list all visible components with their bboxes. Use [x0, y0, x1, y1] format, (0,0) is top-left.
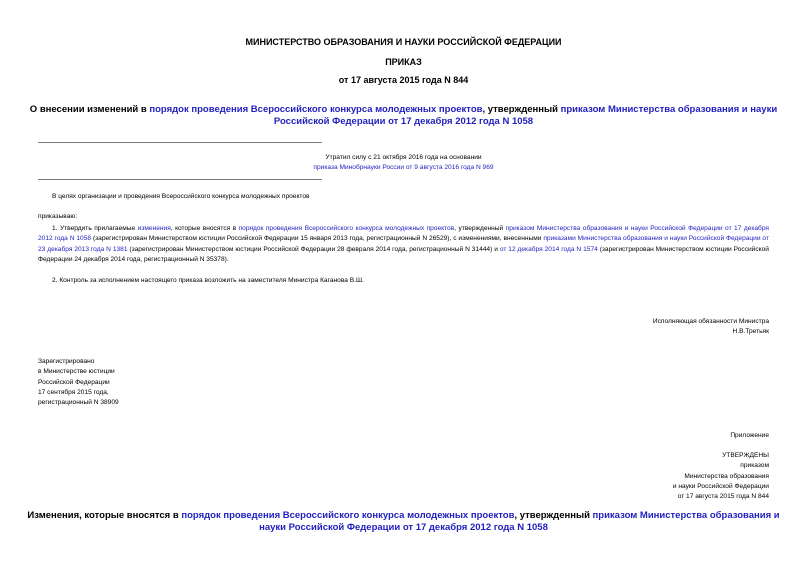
title-link-procedure[interactable]: порядок проведения Всероссийского конкурса молодежных проектов	[149, 104, 483, 115]
registration-line: Российской Федерации	[38, 378, 110, 386]
p1-text: (зарегистрирован Министерством юстиции Российской Федерации 28 февраля 2014 года, регистрационный N 31444) и	[127, 245, 500, 253]
p1-link-procedure[interactable]: порядок проведения Всероссийского конкурса молодежных проектов	[238, 225, 455, 232]
appendix-approved: УТВЕРЖДЕНЫ	[722, 452, 769, 459]
registration-block	[38, 357, 238, 408]
doc-type: ПРИКАЗ	[385, 57, 422, 67]
changes-title	[20, 510, 787, 534]
appendix-line: приказом	[740, 462, 769, 470]
title-link-order-1058[interactable]: приказом Министерства образования и науки Российской Федерации от 17 декабря 2012 года N 1058	[273, 104, 778, 127]
registration-line: регистрационный N 38909	[38, 399, 119, 407]
p1-link-order-1381[interactable]: приказами Министерства образования и науки Российской Федерации от 23 декабря 2013 года N 1381	[38, 235, 769, 253]
registration-line: в Министерстве юстиции	[38, 368, 115, 376]
status-link[interactable]: приказа Минобрнауки России от 9 августа 2016 года N 969	[313, 164, 494, 172]
appendix-line: и науки Российской Федерации	[672, 482, 769, 490]
divider	[38, 179, 322, 180]
p1-link-changes[interactable]: изменения	[137, 225, 171, 232]
p1-text: (зарегистрирован Министерством юстиции Российской Федерации 24 декабря 2014 года, регистрационный N 35378).	[38, 245, 769, 263]
appendix-block	[520, 451, 769, 502]
registration-line: 17 сентября 2015 года,	[38, 388, 109, 396]
intro-text: В целях организации и проведения Всероссийского конкурса молодежных проектов	[52, 193, 310, 200]
changes-title-text: Изменения, которые вносятся в	[27, 510, 182, 521]
appendix-line: от 17 августа 2015 года N 844	[677, 493, 769, 501]
p1-link-order-1574[interactable]: от 12 декабря 2014 года N 1574	[499, 245, 598, 253]
signature-position: Исполняющая обязанности Министра	[652, 318, 769, 325]
changes-title-text: , утвержденный	[514, 510, 593, 521]
order-word: приказываю:	[38, 213, 78, 220]
signature-name: Н.В.Третьяк	[732, 328, 769, 336]
signature-block	[520, 317, 769, 338]
ministry-name: МИНИСТЕРСТВО ОБРАЗОВАНИЯ И НАУКИ РОССИЙСКОЙ ФЕДЕРАЦИИ	[245, 37, 562, 47]
paragraph-1	[38, 224, 769, 265]
title-text: , утвержденный	[482, 104, 561, 115]
document-title	[20, 104, 787, 128]
status-line: Утратил силу с 21 октября 2016 года на основании	[325, 154, 482, 161]
appendix-line: Министерства образования	[684, 472, 769, 480]
changes-title-link-order-1058[interactable]: приказом Министерства образования и науки Российской Федерации от 17 декабря 2012 года N 1058	[259, 510, 780, 533]
p1-text: , которые вносятся в	[170, 225, 239, 232]
changes-title-link-procedure[interactable]: порядок проведения Всероссийского конкурса молодежных проектов	[181, 510, 515, 521]
doc-date-number: от 17 августа 2015 года N 844	[338, 75, 469, 85]
registration-line: Зарегистрировано	[38, 358, 95, 365]
p1-text: 1. Утвердить прилагаемые	[52, 225, 138, 232]
p1-text: , утвержденный	[454, 225, 506, 232]
p1-link-order-1058[interactable]: приказом Министерства образования и науки Российской Федерации от 17 декабря 2012 года N 1058	[38, 225, 769, 243]
appendix-label: Приложение	[730, 432, 769, 439]
p1-text: (зарегистрирован Министерством юстиции Российской Федерации 15 января 2013 года, регистрационный N 26529), с изменениями, внесенными	[91, 235, 544, 243]
divider	[38, 142, 322, 143]
status-note	[255, 153, 552, 174]
title-text: О внесении изменений в	[29, 104, 150, 115]
paragraph-2: 2. Контроль за исполнением настоящего приказа возложить на заместителя Министра Каганова В.Ш.	[52, 277, 364, 284]
